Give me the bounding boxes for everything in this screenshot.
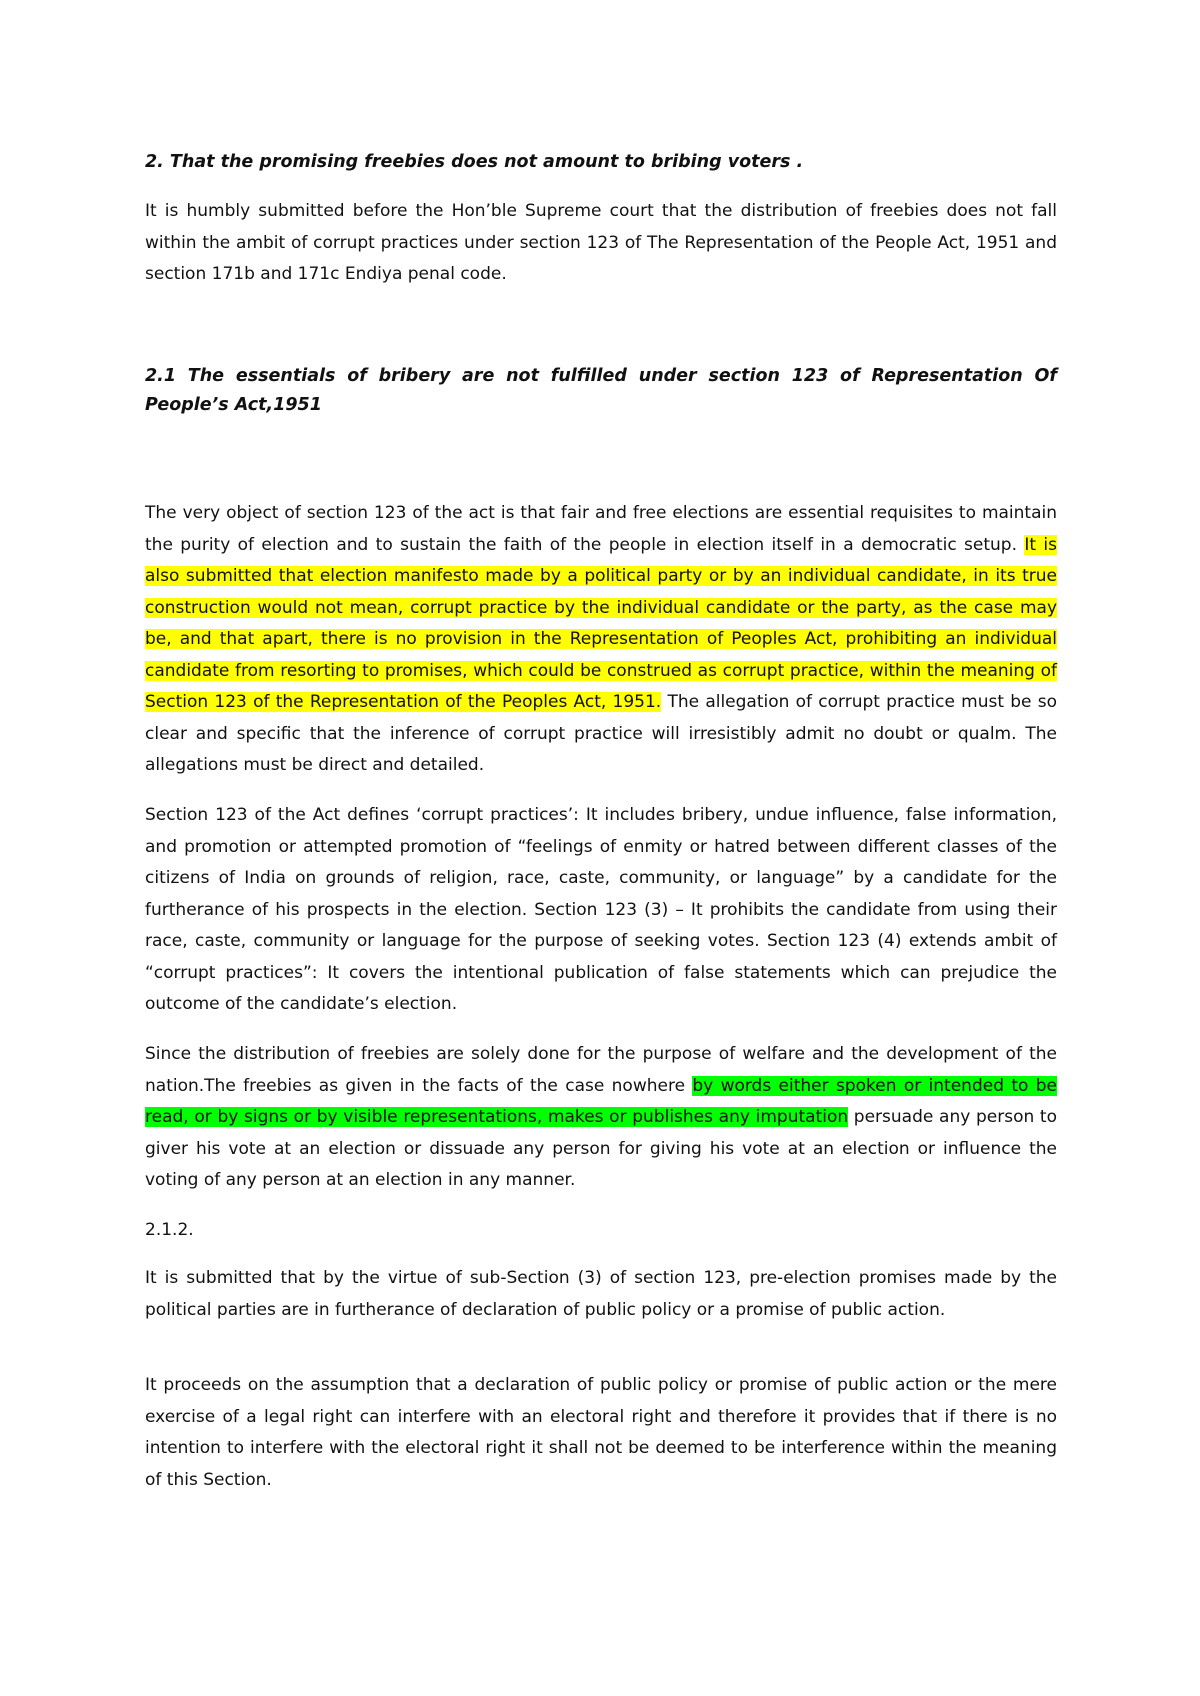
section-heading-2: 2. That the promising freebies does not amount to bribing voters . (145, 152, 804, 172)
paragraph-text: The allegation of corrupt practice must be so clear and specific that the inference of corrupt practice will irresistibly admit no doubt or qualm. The allegations must be direct and detailed. (145, 692, 1058, 775)
yellow-highlighted-text: It is also submitted that election manifesto made by a political party or by an individual candidate, in its true construction would not mean, corrupt practice by the individual candidate or the party, as the case may be, and that apart, there is no provision in the Representation of Peoples Act, prohibiting an individual candidate from resorting to promises, which could be construed as corrupt practice, within the meaning of Section 123 of the Representation of the Peoples Act, 1951. (145, 534, 1058, 712)
paragraph-pre-election-promises: It is submitted that by the virtue of sub-Section (3) of section 123, pre-election promises made by the political parties are in furtherance of declaration of public policy or a promise of public action. (145, 1268, 1057, 1320)
paragraph-public-policy-assumption: It proceeds on the assumption that a declaration of public policy or promise of public action or the mere exercise of a legal right can interfere with an electoral right and therefore it provides that if there is no intention to interfere with the electoral right it shall not be deemed to be interference within the meaning of this Section. (145, 1375, 1057, 1490)
section-number-2-1-2: 2.1.2. (145, 1220, 194, 1240)
paragraph-corrupt-practices-definition: Section 123 of the Act defines ‘corrupt practices’: It includes bribery, undue influence, false information, and promotion or attempted promotion of “feelings of enmity or hatred between different classes of the citizens of India on grounds of religion, race, caste, community, or language” by a candidate for the furtherance of his prospects in the election. Section 123 (3) – It prohibits the candidate from using their race, caste, community or language for the purpose of seeking votes. Section 123 (4) extends ambit of “corrupt practices”: It covers the intentional publication of false statements which can prejudice the outcome of the candidate’s election. (145, 805, 1057, 1014)
green-highlighted-text: by words either spoken or intended to be read, or by signs or by visible representations, makes or publishes any imputation (145, 1075, 1057, 1127)
paragraph-text: The very object of section 123 of the act is that fair and free elections are essential requisites to maintain the purity of election and to sustain the faith of the people in election itself in a democratic setup. (145, 503, 1057, 555)
paragraph-text: Since the distribution of freebies are solely done for the purpose of welfare and the development of the nation.The freebies as given in the facts of the case nowhere (145, 1044, 1057, 1096)
paragraph-submission: It is humbly submitted before the Hon’ble Supreme court that the distribution of freebies does not fall within the ambit of corrupt practices under section 123 of The Representation of the People Act, 1951 and section 171b and 171c Endiya penal code. (145, 201, 1057, 284)
paragraph-object-of-section-123 (145, 498, 1057, 782)
paragraph-text: persuade any person to giver his vote at an election or dissuade any person for giving his vote at an election or influence the voting of any person at an election in any manner. (145, 1107, 1058, 1190)
section-heading-2-1: 2.1 The essentials of bribery are not fulfilled under section 123 of Representation Of People’s Act,1951 (145, 366, 1057, 415)
paragraph-freebies-welfare (145, 1039, 1057, 1197)
